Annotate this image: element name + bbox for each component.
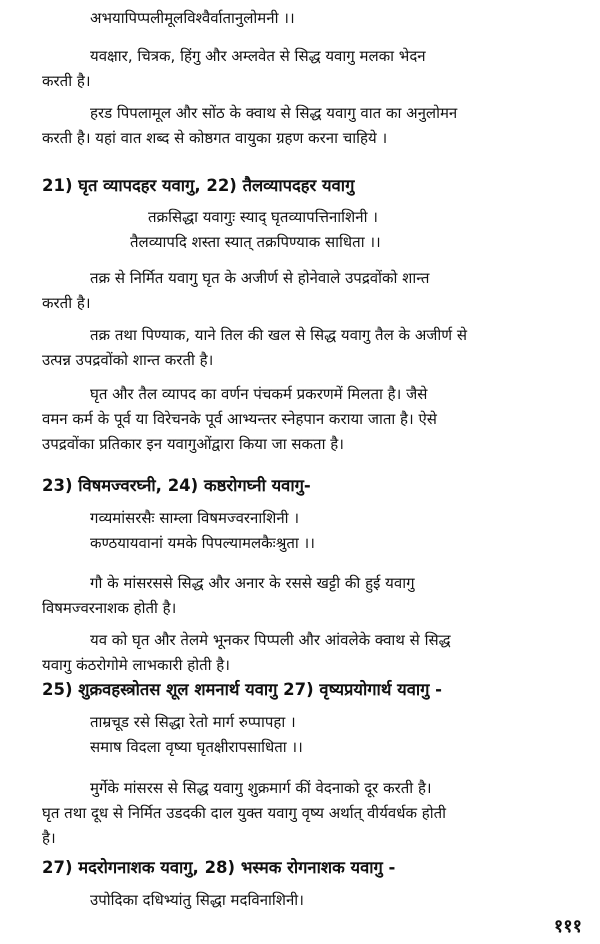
body-text-line: है। [42, 829, 56, 847]
body-text-line: करती है। यहां वात शब्द से कोष्ठगत वायुका ग्रहण करना चाहिये । [42, 129, 388, 147]
verse-line: तैलव्यापदि शस्ता स्यात् तक्रपिण्याक साधिता ।। [130, 233, 381, 251]
section-heading: 27) मदरोगनाशक यवागु, 28) भस्मक रोगनाशक यवागु - [42, 858, 396, 877]
section-heading: 21) घृत व्यापदहर यवागु, 22) तैलव्यापदहर यवागु [42, 176, 355, 195]
body-text-line: यवागु कंठरोगोमे लाभकारी होती है। [42, 656, 230, 674]
body-text-line: करती है। [42, 72, 91, 90]
body-text-line: घृत तथा दूध से निर्मित उडदकी दाल युक्त यवागु वृष्य अर्थात् वीर्यवर्धक होती [42, 804, 447, 822]
verse-line: समाष विदला वृष्या घृतक्षीरापसाधिता ।। [90, 738, 303, 756]
body-text-line: तक्र से निर्मित यवागु घृत के अजीर्ण से होनेवाले उपद्रवोंको शान्त [90, 269, 430, 287]
verse-line: कण्ठयायवानां यमके पिपल्यामलकैःश्रुता ।। [90, 534, 315, 552]
body-text-line: हरड पिपलामूल और सोंठ के क्वाथ से सिद्ध यवागु वात का अनुलोमन [90, 104, 458, 122]
section-heading: 25) शुक्रवहस्त्रोतस शूल शमनार्थ यवागु 27) वृष्यप्रयोगार्थ यवागु - [42, 680, 443, 699]
body-text-line: विषमज्वरनाशक होती है। [42, 599, 177, 617]
body-text-line: यव को घृत और तेलमे भूनकर पिप्पली और आंवलेके क्वाथ से सिद्ध [90, 631, 451, 649]
section-heading: 23) विषमज्वरघ्नी, 24) कष्ठरोगघ्नी यवागु- [42, 476, 311, 495]
body-text-line: गौ के मांसरससे सिद्ध और अनार के रससे खट्टी की हुई यवागु [90, 574, 415, 592]
body-text-line: वमन कर्म के पूर्व या विरेचनके पूर्व आभ्यन्तर स्नेहपान कराया जाता है। ऐसे [42, 410, 437, 428]
verse-line: गव्यमांसरसैः साम्ला विषमज्वरनाशिनी । [90, 509, 300, 527]
verse-line: ताम्रचूड रसे सिद्धा रेतो मार्ग रुप्पापहा । [90, 713, 296, 731]
verse-line: तक्रसिद्धा यवागुः स्याद् घृतव्यापत्तिनाशिनी । [148, 208, 378, 226]
body-text-line: करती है। [42, 294, 91, 312]
body-text-line: उपद्रवोंका प्रतिकार इन यवागुओंद्वारा किया जा सकता है। [42, 435, 344, 453]
body-text-line: यवक्षार, चित्रक, हिंगु और अम्लवेत से सिद्ध यवागु मलका भेदन [90, 47, 426, 65]
body-text-line: घृत और तैल व्यापद का वर्णन पंचकर्म प्रकरणमें मिलता है। जैसे [90, 385, 428, 403]
body-text-line: उत्पन्न उपद्रवोंको शान्त करती है। [42, 351, 214, 369]
body-text-line: तक्र तथा पिण्याक, याने तिल की खल से सिद्ध यवागु तैल के अजीर्ण से [90, 326, 468, 344]
verse-line: उपोदिका दधिभ्यांतु सिद्धा मदविनाशिनी। [90, 891, 304, 909]
body-text-line: मुर्गेके मांसरस से सिद्ध यवागु शुक्रमार्ग कीं वेदनाको दूर करती है। [90, 779, 432, 797]
verse-line: अभयापिप्पलीमूलविश्वैर्वातानुलोमनी ।। [90, 9, 295, 27]
page-number: १११ [553, 916, 582, 937]
